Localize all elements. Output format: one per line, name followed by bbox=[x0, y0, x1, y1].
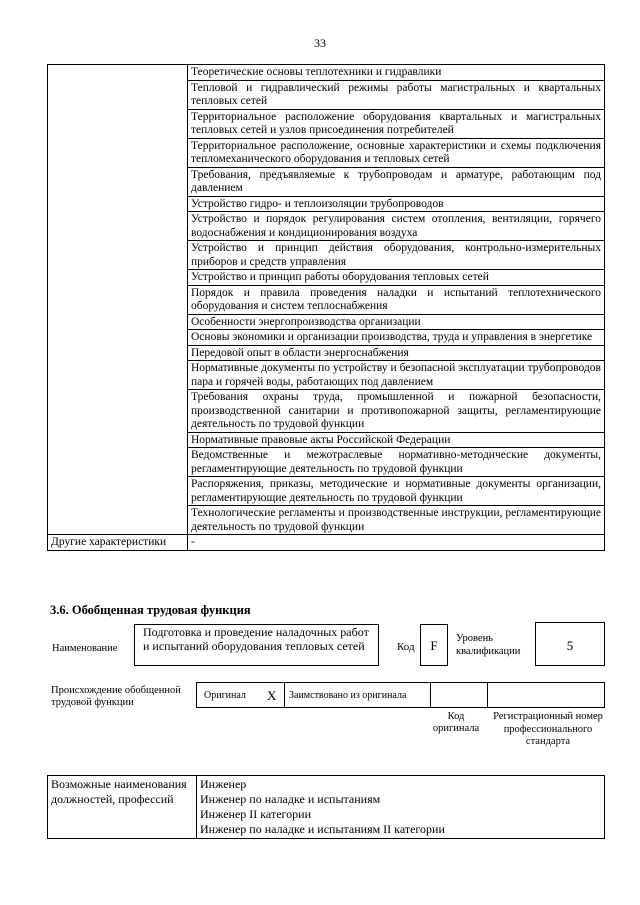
knowledge-item: Технологические регламенты и производственные инструкции, регламентирующие деятельность по трудовой функции bbox=[188, 506, 605, 535]
knowledge-item: Устройство гидро- и теплоизоляции трубопроводов bbox=[188, 196, 605, 212]
name-value: Подготовка и проведение наладочных работ и испытаний оборудования тепловых сетей bbox=[143, 625, 369, 653]
origin-box bbox=[196, 682, 605, 708]
original-mark: X bbox=[267, 688, 277, 703]
knowledge-item: Требования охраны труда, промышленной и пожарной безопасности, производственной санитарии и противопожарной защиты, регламентирующие деятельность по трудовой функции bbox=[188, 390, 605, 433]
knowledge-item: Теоретические основы теплотехники и гидравлики bbox=[188, 65, 605, 81]
knowledge-item: Передовой опыт в области энергоснабжения bbox=[188, 345, 605, 361]
knowledge-item: Нормативные правовые акты Российской Федерации bbox=[188, 432, 605, 448]
origin-divider bbox=[430, 683, 431, 707]
page-number: 33 bbox=[314, 36, 326, 50]
origin-label: Происхождение обобщенной трудовой функции bbox=[51, 685, 181, 708]
position-item: Инженер II категории bbox=[200, 807, 311, 821]
knowledge-item: Нормативные документы по устройству и безопасной эксплуатации трубопроводов пара и горячей воды, работающих под давлением bbox=[188, 361, 605, 390]
original-label: Оригинал bbox=[204, 690, 246, 701]
origin-divider bbox=[284, 683, 285, 707]
other-characteristics-value: - bbox=[188, 535, 605, 551]
knowledge-item: Тепловой и гидравлический режимы работы магистральных и квартальных тепловых сетей bbox=[188, 80, 605, 109]
position-item: Инженер по наладке и испытаниям bbox=[200, 792, 381, 806]
origin-divider bbox=[487, 683, 488, 707]
other-characteristics-label: Другие характеристики bbox=[48, 535, 188, 551]
table-row bbox=[48, 776, 605, 839]
table-row bbox=[48, 535, 605, 551]
knowledge-label-cell bbox=[48, 65, 188, 535]
borrowed-label: Заимствовано из оригинала bbox=[289, 690, 407, 701]
code-value: F bbox=[430, 638, 438, 653]
knowledge-item: Основы экономики и организации производства, труда и управления в энергетике bbox=[188, 330, 605, 346]
knowledge-item: Порядок и правила проведения наладки и испытаний теплотехнического оборудования и систем теплоснабжения bbox=[188, 285, 605, 314]
code-caption: Код оригинала bbox=[432, 711, 480, 734]
level-value: 5 bbox=[566, 638, 574, 653]
knowledge-item: Устройство и принцип действия оборудования, контрольно-измерительных приборов и средств управления bbox=[188, 241, 605, 270]
knowledge-item: Требования, предъявляемые к трубопроводам и арматуре, работающим под давлением bbox=[188, 167, 605, 196]
knowledge-item: Территориальное расположение, основные характеристики и схемы подключения тепломеханического оборудования и тепловых сетей bbox=[188, 138, 605, 167]
knowledge-item: Устройство и принцип работы оборудования тепловых сетей bbox=[188, 270, 605, 286]
reg-caption: Регистрационный номер профессионального стандарта bbox=[493, 711, 603, 747]
knowledge-item: Территориальное расположение оборудования квартальных и магистральных тепловых сетей и узлов присоединения потребителей bbox=[188, 109, 605, 138]
name-box bbox=[134, 624, 379, 666]
knowledge-item: Ведомственные и межотраслевые нормативно-методические документы, регламентирующие деятельность по трудовой функции bbox=[188, 448, 605, 477]
level-box bbox=[535, 622, 605, 666]
positions-list bbox=[197, 776, 605, 839]
code-box bbox=[420, 624, 448, 666]
knowledge-item: Устройство и порядок регулирования систем отопления, вентиляции, горячего водоснабжения и кондиционирования воздуха bbox=[188, 212, 605, 241]
table-row bbox=[48, 65, 605, 81]
level-label: Уровень квалификации bbox=[456, 633, 521, 657]
knowledge-item: Особенности энергопроизводства организации bbox=[188, 314, 605, 330]
knowledge-table bbox=[47, 64, 605, 551]
position-item: Инженер bbox=[200, 777, 247, 791]
code-label: Код bbox=[397, 641, 415, 653]
section-title: 3.6. Обобщенная трудовая функция bbox=[50, 603, 251, 617]
knowledge-item: Распоряжения, приказы, методические и нормативные документы организации, регламентирующие деятельность по трудовой функции bbox=[188, 477, 605, 506]
position-item: Инженер по наладке и испытаниям II категории bbox=[200, 822, 445, 836]
positions-table bbox=[47, 775, 605, 839]
name-label: Наименование bbox=[52, 643, 118, 654]
positions-label: Возможные наименования должностей, профессий bbox=[48, 776, 197, 839]
